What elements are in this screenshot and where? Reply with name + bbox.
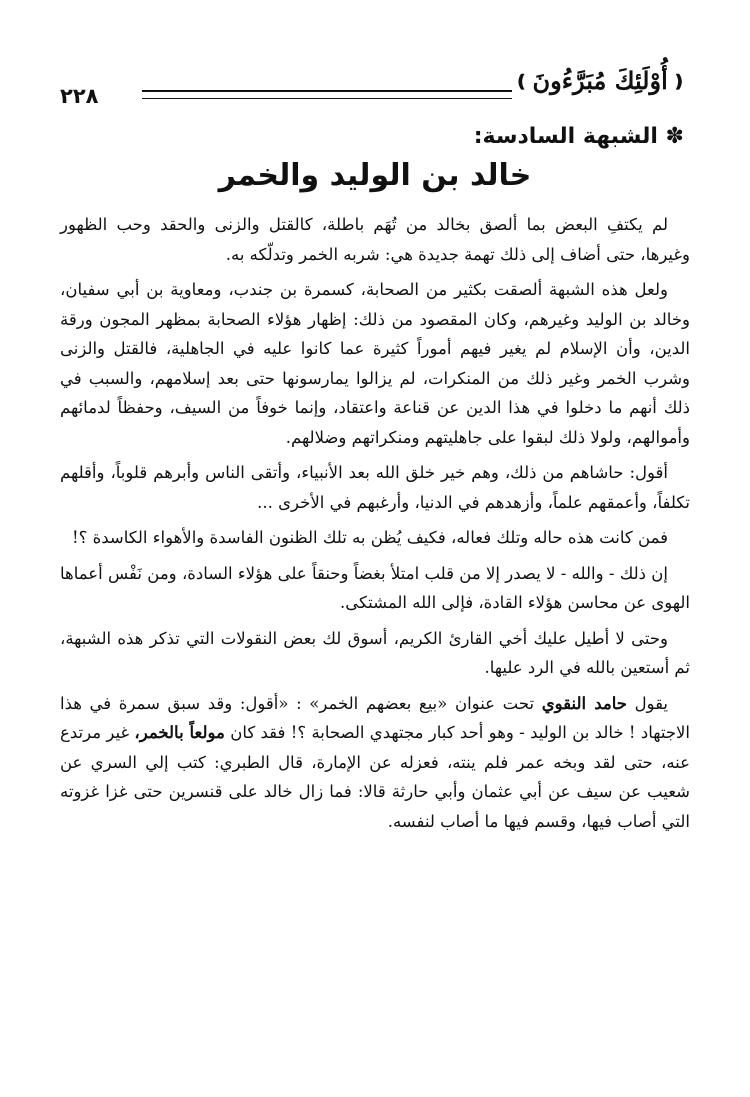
paragraph: وحتى لا أطيل عليك أخي القارئ الكريم، أسوق لك بعض النقولات التي تذكر هذه الشبهة، ثم أستعين بالله في الرد عليها.	[60, 628, 690, 677]
quote-intro: يقول	[634, 693, 669, 713]
ornament-right-icon: ❪	[671, 72, 686, 92]
paragraph: فمن كانت هذه حاله وتلك فعاله، فكيف يُظن به تلك الظنون الفاسدة والأهواء الكاسدة ؟!	[71, 528, 668, 547]
header-rule	[142, 90, 512, 99]
body-text	[60, 210, 690, 842]
paragraph: ولعل هذه الشبهة ألصقت بكثير من الصحابة، كسمرة بن جندب، ومعاوية بن أبي سفيان، وخالد بن الوليد وغيرهم، وكان المقصود من ذلك: إظهار هؤلاء الصحابة بمظهر المجون ورقة الدين، وأن الإسلام لم يغير فيهم أموراً كثيرة عما كانوا عليه في الجاهلية، فالقتل والزنى وشرب الخمر وغير ذلك من المنكرات، لم يزالوا يمارسونها حتى بعد إسلامهم، والسبب في ذلك أنهم ما دخلوا في هذا الدين عن قناعة واعتقاد، وإنما خوفاً من السيف، وحفظاً لدمائهم وأموالهم، ولولا ذلك لبقوا على جاهليتهم ومنكراتهم وضلالهم.	[60, 280, 690, 447]
paragraph: إن ذلك - والله - لا يصدر إلا من قلب امتلأ بغضاً وحنقاً على هؤلاء السادة، ومن نَفْس أعماها الهوى عن محاسن هؤلاء القادة، فإلى الله المشتكى.	[60, 563, 690, 612]
section-label: ✽ الشبهة السادسة:	[473, 124, 684, 149]
quote-paragraph	[60, 689, 690, 837]
quoted-author: حامد النقوي	[541, 693, 627, 713]
quote-emphasis: مولعاً بالخمر،	[134, 723, 225, 742]
quote-continuation: غير مرتدع عنه، حتى لقد وبخه عمر فلم ينته، فعزله عن الإمارة، قال الطبري: كتب إلي السري عن شعيب عن سيف عن أبي عثمان وأبي حارثة قالا: فما زال خالد على قنسرين حتى غزا غزوته التي أصاب فيها، وقسم فيها ما أصاب لنفسه.	[60, 723, 690, 831]
book-title	[510, 66, 690, 95]
running-header	[60, 62, 690, 108]
paragraph: لم يكتفِ البعض بما ألصق بخالد من تُهَم باطلة، كالقتل والزنى والحقد وحب الظهور وغيرها، حتى أضاف إلى ذلك تهمة جديدة هي: شربه الخمر وتدلّكه به.	[60, 215, 690, 264]
paragraph: أقول: حاشاهم من ذلك، وهم خير خلق الله بعد الأنبياء، وأتقى الناس وأبرهم قلوباً، وأقلهم تكلفاً، وأعمقهم علماً، وأزهدهم في الدنيا، وأرغبهم في الأخرى ...	[60, 463, 690, 512]
page-number: ٢٢٨	[60, 84, 99, 108]
book-title-text: أُوْلَئِكَ مُبَرَّءُونَ	[532, 66, 668, 95]
ornament-left-icon: ❫	[514, 72, 529, 92]
section-title: خالد بن الوليد والخمر	[218, 158, 532, 193]
quote-body: تحت عنوان «بيع بعضهم الخمر» : «أقول: وقد سبق سمرة في هذا الاجتهاد ! خالد بن الوليد - وهو أحد كبار مجتهدي الصحابة ؟! فقد كان	[60, 693, 691, 742]
